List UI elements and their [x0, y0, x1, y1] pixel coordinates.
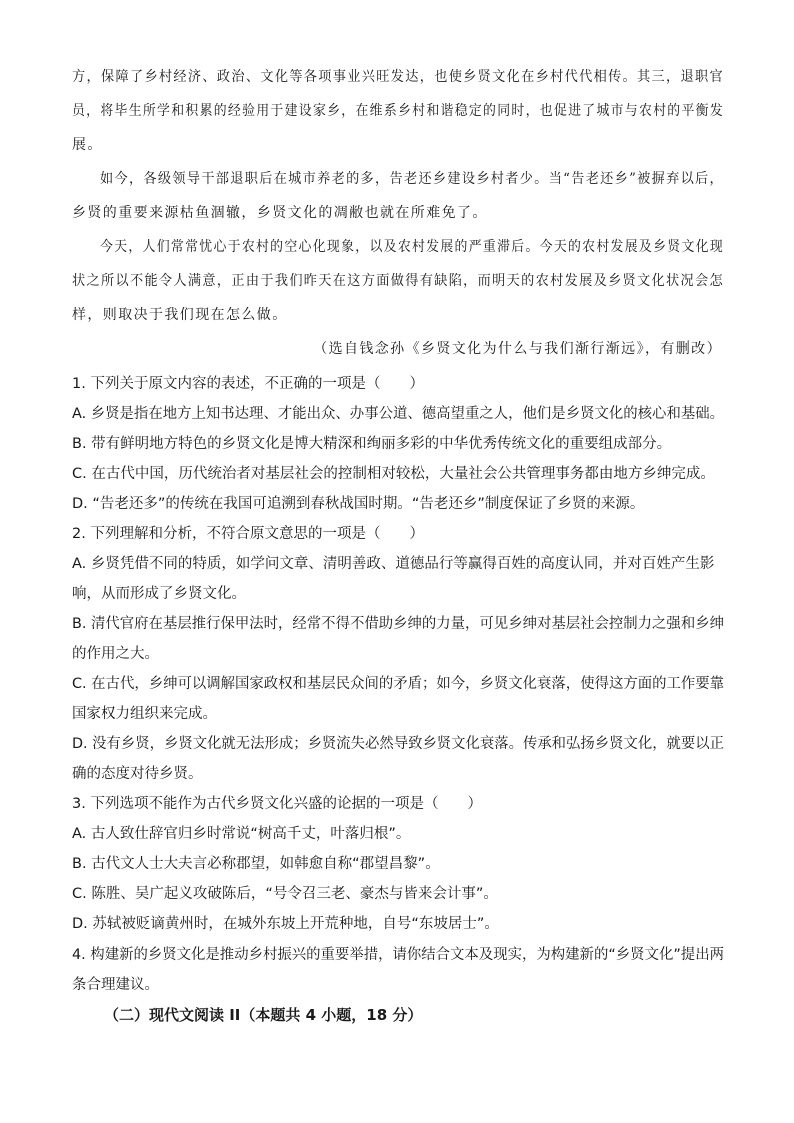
question-stem: 3. 下列选项不能作为古代乡贤文化兴盛的论据的一项是（ ）	[72, 796, 482, 812]
option-d: D. 苏轼被贬谪黄州时，在城外东坡上开荒种地，自号“东坡居士”。	[72, 916, 499, 932]
option-a: A. 乡贤凭借不同的特质，如学问文章、清明善政、道德品行等赢得百姓的高度认同，并对百姓产生影	[72, 556, 715, 572]
option-d: D. “告老还多”的传统在我国可追溯到春秋战国时期。“告老还乡”制度保证了乡贤的来源。	[72, 496, 645, 512]
section-heading: （二）现代文阅读 II（本题共 4 小题，18 分）	[104, 1006, 423, 1024]
option-b: B. 清代官府在基层推行保甲法时，经常不得不借助乡绅的力量，可见乡绅对基层社会控制力之强和乡绅	[72, 616, 724, 632]
option-d-cont: 确的态度对待乡贤。	[72, 766, 203, 782]
passage-line: 乡贤的重要来源枯鱼涸辙，乡贤文化的凋敝也就在所难免了。	[72, 205, 488, 221]
passage-source: （选自钱念孙《乡贤文化为什么与我们渐行渐远》，有删改）	[313, 341, 722, 357]
option-b-cont: 的作用之大。	[72, 646, 159, 662]
option-a: A. 乡贤是指在地方上知书达理、才能出众、办事公道、德高望重之人，他们是乡贤文化的核心和基础。	[72, 406, 725, 422]
option-b: B. 带有鲜明地方特色的乡贤文化是博大精深和绚丽多彩的中华优秀传统文化的重要组成部分。	[72, 436, 672, 452]
question-stem-cont: 条合理建议。	[72, 977, 159, 993]
question-stem: 2. 下列理解和分析，不符合原文意思的一项是（ ）	[72, 526, 424, 542]
passage-line: 样，则取决于我们现在怎么做。	[72, 307, 288, 323]
option-d: D. 没有乡贤，乡贤文化就无法形成；乡贤流失必然导致乡贤文化衰落。传承和弘扬乡贤文化，就要以正	[72, 736, 725, 752]
option-a-cont: 响，从而形成了乡贤文化。	[72, 586, 246, 602]
passage-line: 展。	[72, 137, 103, 153]
option-c: C. 陈胜、吴广起义攻破陈后，“号令召三老、豪杰与皆来会计事”。	[72, 886, 498, 902]
question-stem: 4. 构建新的乡贤文化是推动乡村振兴的重要举措，请你结合文本及现实，为构建新的“乡贤文化”提出两	[72, 947, 724, 963]
option-b: B. 古代文人士大夫言必称郡望，如韩愈自称“郡望昌黎”。	[72, 856, 440, 872]
option-c: C. 在古代中国，历代统治者对基层社会的控制相对较松，大量社会公共管理事务都由地方乡绅完成。	[72, 466, 715, 482]
passage-line: 如今，各级领导干部退职后在城市养老的多，告老还乡建设乡村者少。当“告老还乡”被摒弃以后，	[100, 171, 725, 187]
passage-line: 方，保障了乡村经济、政治、文化等各项事业兴旺发达，也使乡贤文化在乡村代代相传。其三，退职官	[72, 69, 724, 85]
option-c-cont: 国家权力组织来完成。	[72, 706, 217, 722]
question-stem: 1. 下列关于原文内容的表述，不正确的一项是（ ）	[72, 376, 424, 392]
option-c: C. 在古代，乡绅可以调解国家政权和基层民众间的矛盾；如今，乡贤文化衰落，使得这方面的工作要靠	[72, 676, 725, 692]
passage-line: 今天，人们常常忧心于农村的空心化现象，以及农村发展的严重滞后。今天的农村发展及乡贤文化现	[100, 239, 725, 255]
option-a: A. 古人致仕辞官归乡时常说“树高千丈，叶落归根”。	[72, 826, 411, 842]
passage-line: 员，将毕生所学和积累的经验用于建设家乡，在维系乡村和谐稳定的同时，也促进了城市与农村的平衡发	[72, 103, 725, 119]
passage-line: 状之所以不能令人满意，正由于我们昨天在这方面做得有缺陷，而明天的农村发展及乡贤文化状况会怎	[72, 273, 724, 289]
